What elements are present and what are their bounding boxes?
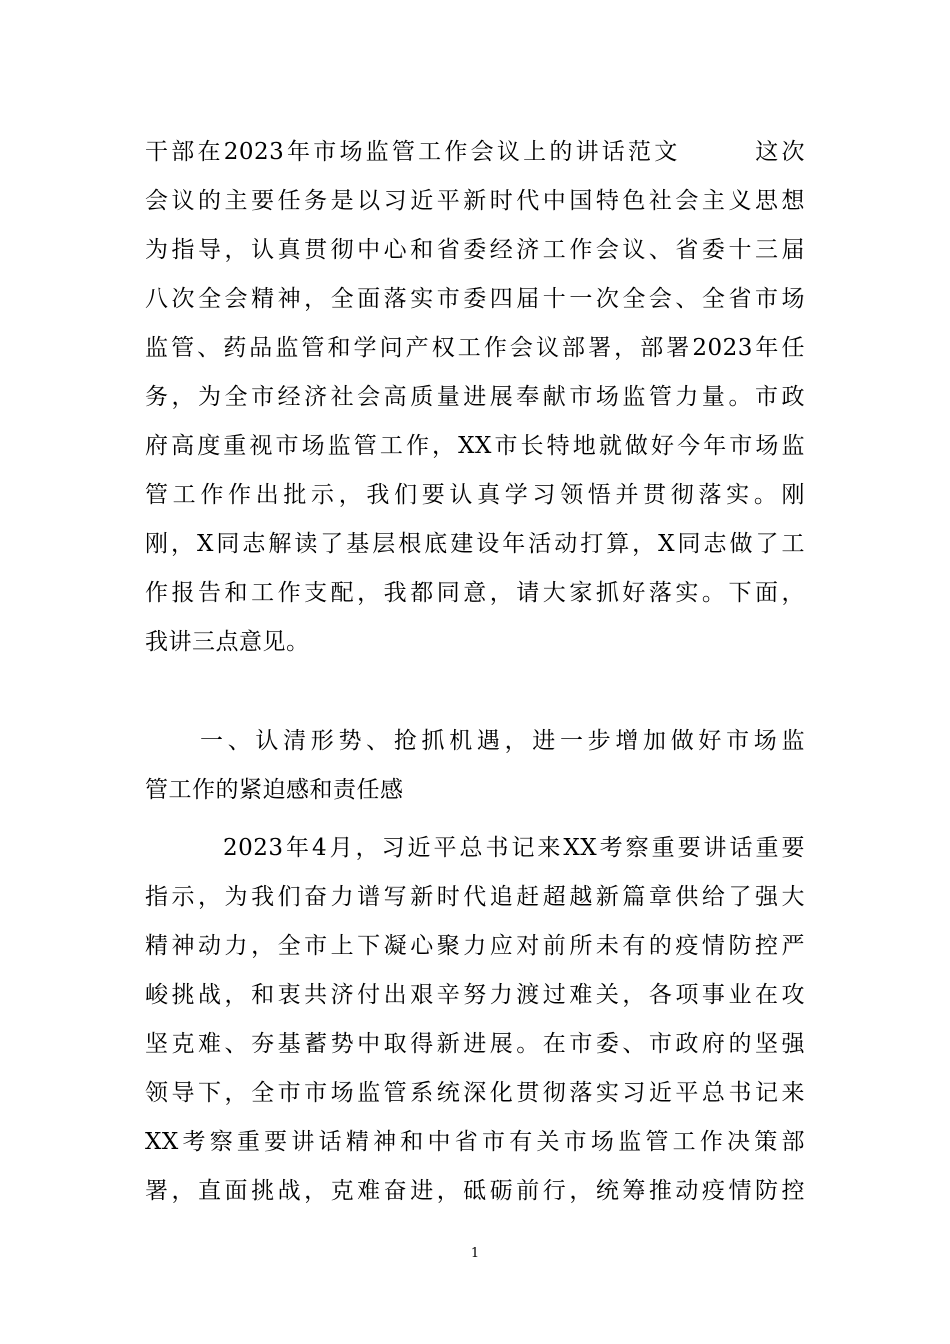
body-line: 峻挑战，和衷共济付出艰辛努力渡过难关，各项事业在攻	[145, 982, 805, 1008]
body-line: 2023年4月，习近平总书记来XX考察重要讲话重要	[223, 835, 805, 861]
section-heading-line: 管工作的紧迫感和责任感	[145, 777, 404, 803]
intro-line: 府高度重视市场监管工作，XX市长特地就做好今年市场监	[145, 433, 805, 459]
document-title: 干部在2023年市场监管工作会议上的讲话范文	[145, 139, 681, 165]
body-line: XX考察重要讲话精神和中省市有关市场监管工作决策部	[145, 1129, 805, 1155]
body-line: 坚克难、夯基蓄势中取得新进展。在市委、市政府的坚强	[145, 1031, 805, 1057]
body-line: 署，直面挑战，克难奋进，砥砺前行，统筹推动疫情防控	[145, 1178, 805, 1204]
intro-line: 为指导，认真贯彻中心和省委经济工作会议、省委十三届	[145, 237, 805, 263]
body-line: 精神动力，全市上下凝心聚力应对前所未有的疫情防控严	[145, 933, 805, 959]
intro-line: 管工作作出批示，我们要认真学习领悟并贯彻落实。刚	[145, 482, 805, 508]
intro-line: 作报告和工作支配，我都同意，请大家抓好落实。下面，	[145, 580, 805, 606]
body-line: 领导下，全市市场监管系统深化贯彻落实习近平总书记来	[145, 1080, 805, 1106]
intro-line: 这次	[752, 139, 805, 165]
page-number: 1	[470, 1246, 480, 1261]
intro-line: 务，为全市经济社会高质量进展奉献市场监管力量。市政	[145, 384, 805, 410]
intro-line: 八次全会精神，全面落实市委四届十一次全会、全省市场	[145, 286, 805, 312]
intro-line: 会议的主要任务是以习近平新时代中国特色社会主义思想	[145, 188, 805, 214]
intro-line: 我讲三点意见。	[145, 629, 310, 655]
body-line: 指示，为我们奋力谱写新时代追赶超越新篇章供给了强大	[145, 884, 805, 910]
intro-line: 监管、药品监管和学问产权工作会议部署，部署2023年任	[145, 335, 805, 361]
title-line	[145, 137, 805, 167]
section-heading-line: 一、认清形势、抢抓机遇，进一步增加做好市场监	[200, 728, 805, 754]
intro-line: 刚，X同志解读了基层根底建设年活动打算，X同志做了工	[145, 531, 805, 557]
